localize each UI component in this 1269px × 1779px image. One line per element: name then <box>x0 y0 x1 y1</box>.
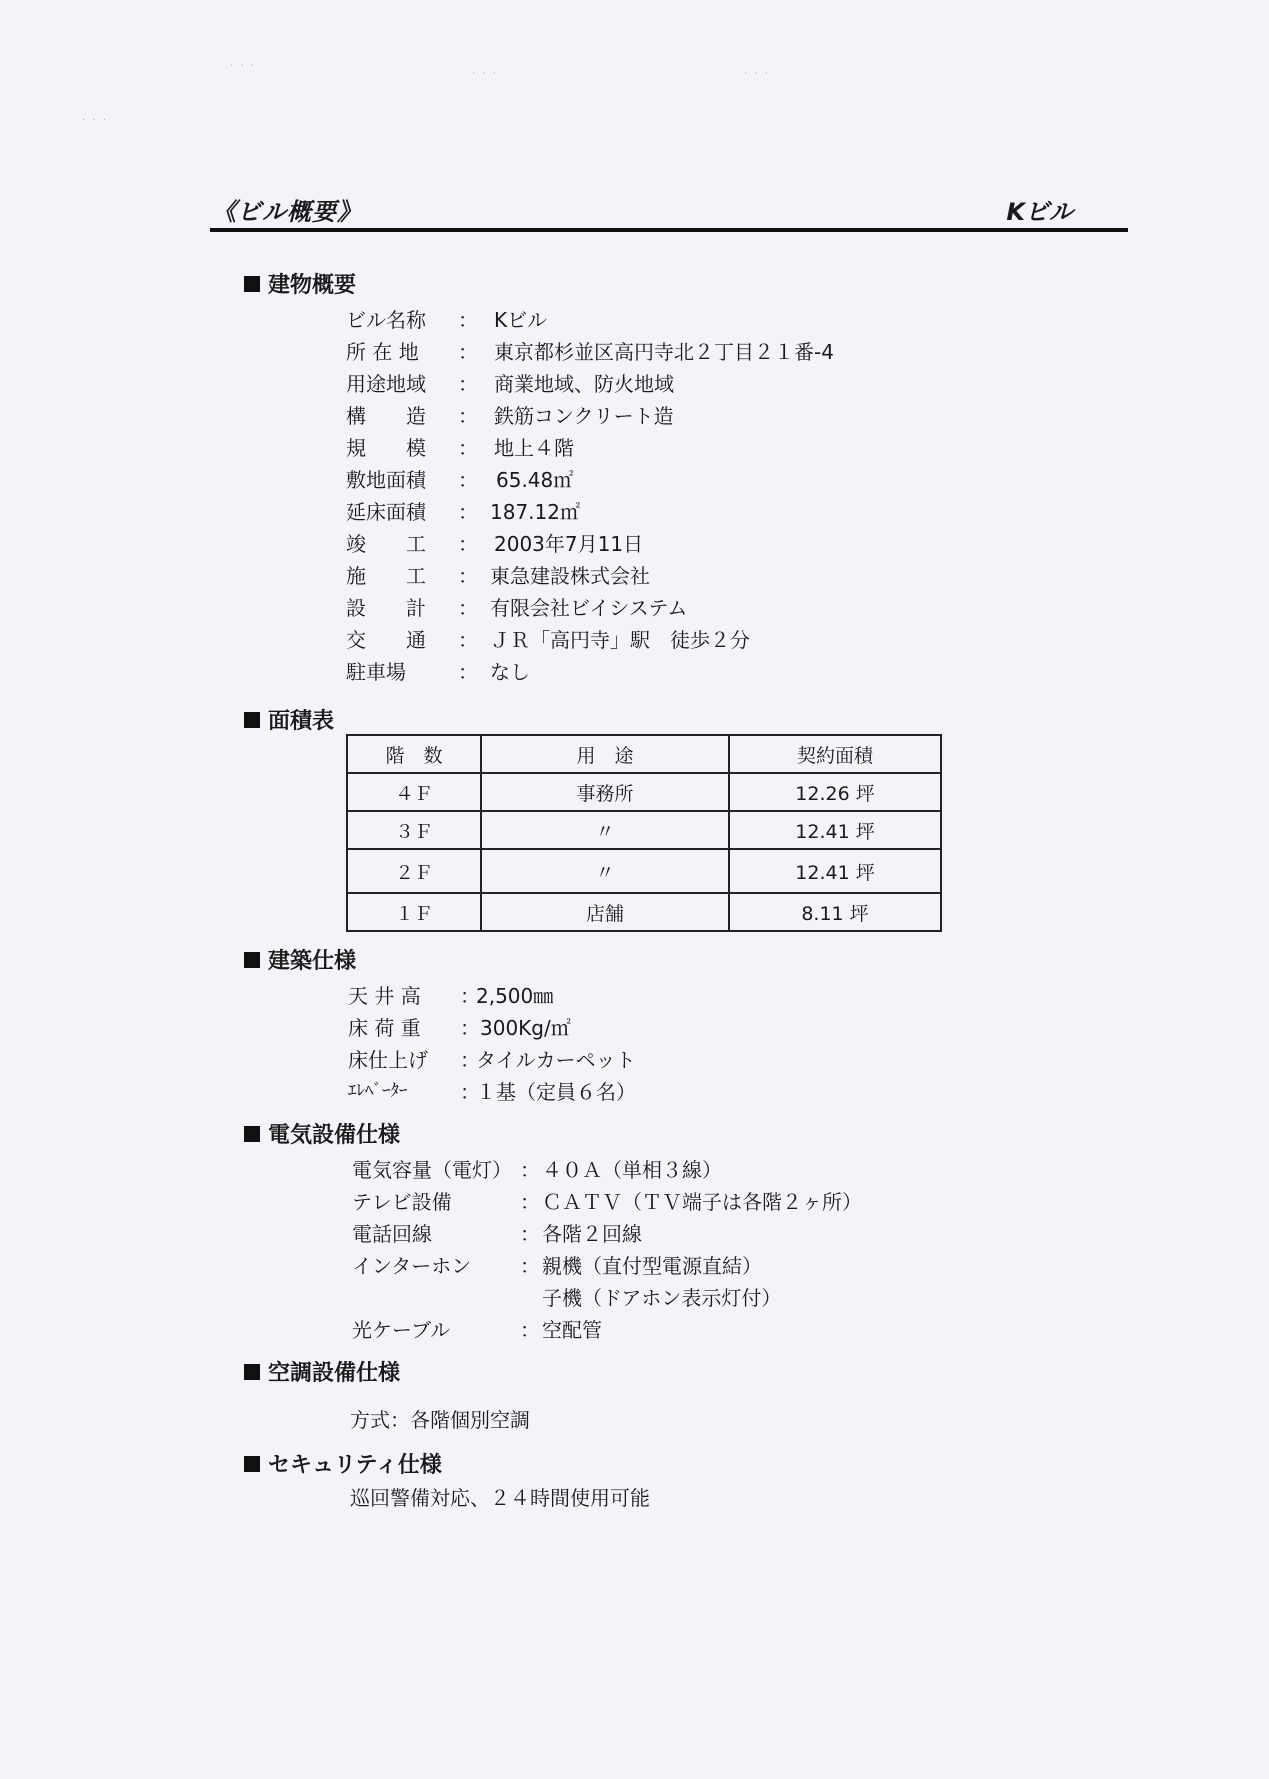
section-title: 建築仕様 <box>268 949 357 974</box>
section-architecture <box>244 944 356 975</box>
row-key: 竣 工 <box>346 532 426 556</box>
row-separator: ： <box>460 984 480 1008</box>
row-key: 床仕上げ <box>348 1048 428 1072</box>
row-value: 東急建設株式会社 <box>490 564 650 588</box>
row-separator: ： <box>460 1080 480 1104</box>
section-hvac <box>244 1356 400 1387</box>
table-header-row <box>347 735 941 773</box>
table-cell: 8.11 坪 <box>729 893 941 931</box>
table-row <box>347 849 941 893</box>
scan-noise: . . . <box>472 66 498 77</box>
row-value: １基（定員６名） <box>476 1080 636 1104</box>
row-separator: ： <box>458 500 478 524</box>
table-cell: ４Ｆ <box>347 773 481 811</box>
row-separator: ： <box>458 340 478 364</box>
section-area-table <box>244 704 334 735</box>
row-separator: ： <box>520 1222 540 1246</box>
row-key: ｴﾚﾍﾞｰﾀｰ <box>348 1081 408 1101</box>
document-title: 《ビル概要》 <box>212 198 362 226</box>
table-row <box>347 893 941 931</box>
row-value: 65.48㎡ <box>496 468 574 492</box>
security-text: 巡回警備対応、２４時間使用可能 <box>350 1486 650 1510</box>
row-separator: ： <box>458 372 478 396</box>
row-value: 空配管 <box>542 1318 602 1342</box>
row-value: ＣＡＴＶ（ＴＶ端子は各階２ヶ所） <box>542 1190 862 1214</box>
row-key: 駐車場 <box>346 660 406 684</box>
table-cell: 12.41 坪 <box>729 849 941 893</box>
row-key: インターホン <box>352 1254 472 1278</box>
row-value: 東京都杉並区高円寺北２丁目２１番-4 <box>494 340 834 364</box>
row-value: 2,500㎜ <box>476 984 554 1008</box>
row-value: 187.12㎡ <box>490 500 580 524</box>
row-key: 規 模 <box>346 436 426 460</box>
row-key: 敷地面積 <box>346 468 426 492</box>
row-separator: ： <box>520 1254 540 1278</box>
section-title: 電気設備仕様 <box>268 1123 401 1148</box>
scan-noise: . . . <box>230 58 256 69</box>
row-key: 光ケーブル <box>352 1318 451 1342</box>
row-key: 電気容量（電灯） <box>352 1158 512 1182</box>
row-value: タイルカーペット <box>476 1048 636 1072</box>
row-key: 延床面積 <box>346 500 426 524</box>
row-separator: ： <box>458 404 478 428</box>
section-electrical <box>244 1118 400 1149</box>
row-separator: ： <box>520 1190 540 1214</box>
square-bullet-icon <box>244 952 260 968</box>
square-bullet-icon <box>244 1364 260 1380</box>
row-value: 子機（ドアホン表示灯付） <box>542 1286 782 1310</box>
column-header: 契約面積 <box>729 735 941 773</box>
table-cell: 店舗 <box>481 893 729 931</box>
table-cell: 〃 <box>481 849 729 893</box>
row-value: ＪＲ「高円寺」駅 徒歩２分 <box>490 628 750 652</box>
row-key: 用途地域 <box>346 372 426 396</box>
table-cell: 12.41 坪 <box>729 811 941 849</box>
row-value: 各階２回線 <box>542 1222 642 1246</box>
table-cell: 〃 <box>481 811 729 849</box>
row-key: 施 工 <box>346 564 426 588</box>
row-key: 所 在 地 <box>346 340 419 364</box>
building-name-header: Kビル <box>1006 198 1073 226</box>
row-separator: ： <box>458 532 478 556</box>
section-building-overview <box>244 268 356 299</box>
row-value: 商業地域、防火地域 <box>494 372 674 396</box>
row-separator: ： <box>520 1318 540 1342</box>
section-title: 建物概要 <box>268 273 357 298</box>
row-value: 地上４階 <box>494 436 574 460</box>
table-row <box>347 773 941 811</box>
row-key: 天 井 高 <box>348 984 421 1008</box>
row-key: 床 荷 重 <box>348 1016 421 1040</box>
square-bullet-icon <box>244 1126 260 1142</box>
table-cell: ３Ｆ <box>347 811 481 849</box>
row-separator: ： <box>458 436 478 460</box>
table-row <box>347 811 941 849</box>
row-separator: ： <box>460 1048 480 1072</box>
row-key: 交 通 <box>346 628 426 652</box>
row-separator: ： <box>458 628 478 652</box>
row-value: 2003年7月11日 <box>494 532 644 556</box>
column-header: 用 途 <box>481 735 729 773</box>
row-key: 電話回線 <box>352 1222 432 1246</box>
row-value: 親機（直付型電源直結） <box>542 1254 762 1278</box>
table-cell: 12.26 坪 <box>729 773 941 811</box>
row-value: なし <box>490 660 530 684</box>
scan-noise: . . . <box>744 66 770 77</box>
row-value: Kビル <box>494 308 548 332</box>
table-cell: １Ｆ <box>347 893 481 931</box>
section-title: 面積表 <box>268 709 335 734</box>
row-separator: ： <box>458 596 478 620</box>
header-divider <box>210 228 1128 232</box>
area-table <box>346 734 942 932</box>
row-separator: ： <box>458 308 478 332</box>
row-separator: ： <box>458 564 478 588</box>
row-separator: ： <box>458 468 478 492</box>
scan-noise: . . . <box>82 112 108 123</box>
row-separator: ： <box>520 1158 540 1182</box>
row-separator: ： <box>458 660 478 684</box>
hvac-text: 方式：各階個別空調 <box>350 1408 530 1432</box>
row-value: 300Kg/㎡ <box>480 1016 571 1040</box>
square-bullet-icon <box>244 712 260 728</box>
row-value: ４０Ａ（単相３線） <box>542 1158 722 1182</box>
column-header: 階 数 <box>347 735 481 773</box>
row-value: 有限会社ビイシステム <box>490 596 688 620</box>
row-key: ビル名称 <box>346 308 426 332</box>
row-key: テレビ設備 <box>352 1190 452 1214</box>
section-title: セキュリティ仕様 <box>268 1453 442 1478</box>
section-security <box>244 1448 442 1479</box>
square-bullet-icon <box>244 276 260 292</box>
section-title: 空調設備仕様 <box>268 1361 401 1386</box>
row-separator: ： <box>460 1016 480 1040</box>
square-bullet-icon <box>244 1456 260 1472</box>
row-key: 構 造 <box>346 404 426 428</box>
row-value: 鉄筋コンクリート造 <box>494 404 674 428</box>
table-cell: ２Ｆ <box>347 849 481 893</box>
row-key: 設 計 <box>346 596 426 620</box>
table-cell: 事務所 <box>481 773 729 811</box>
